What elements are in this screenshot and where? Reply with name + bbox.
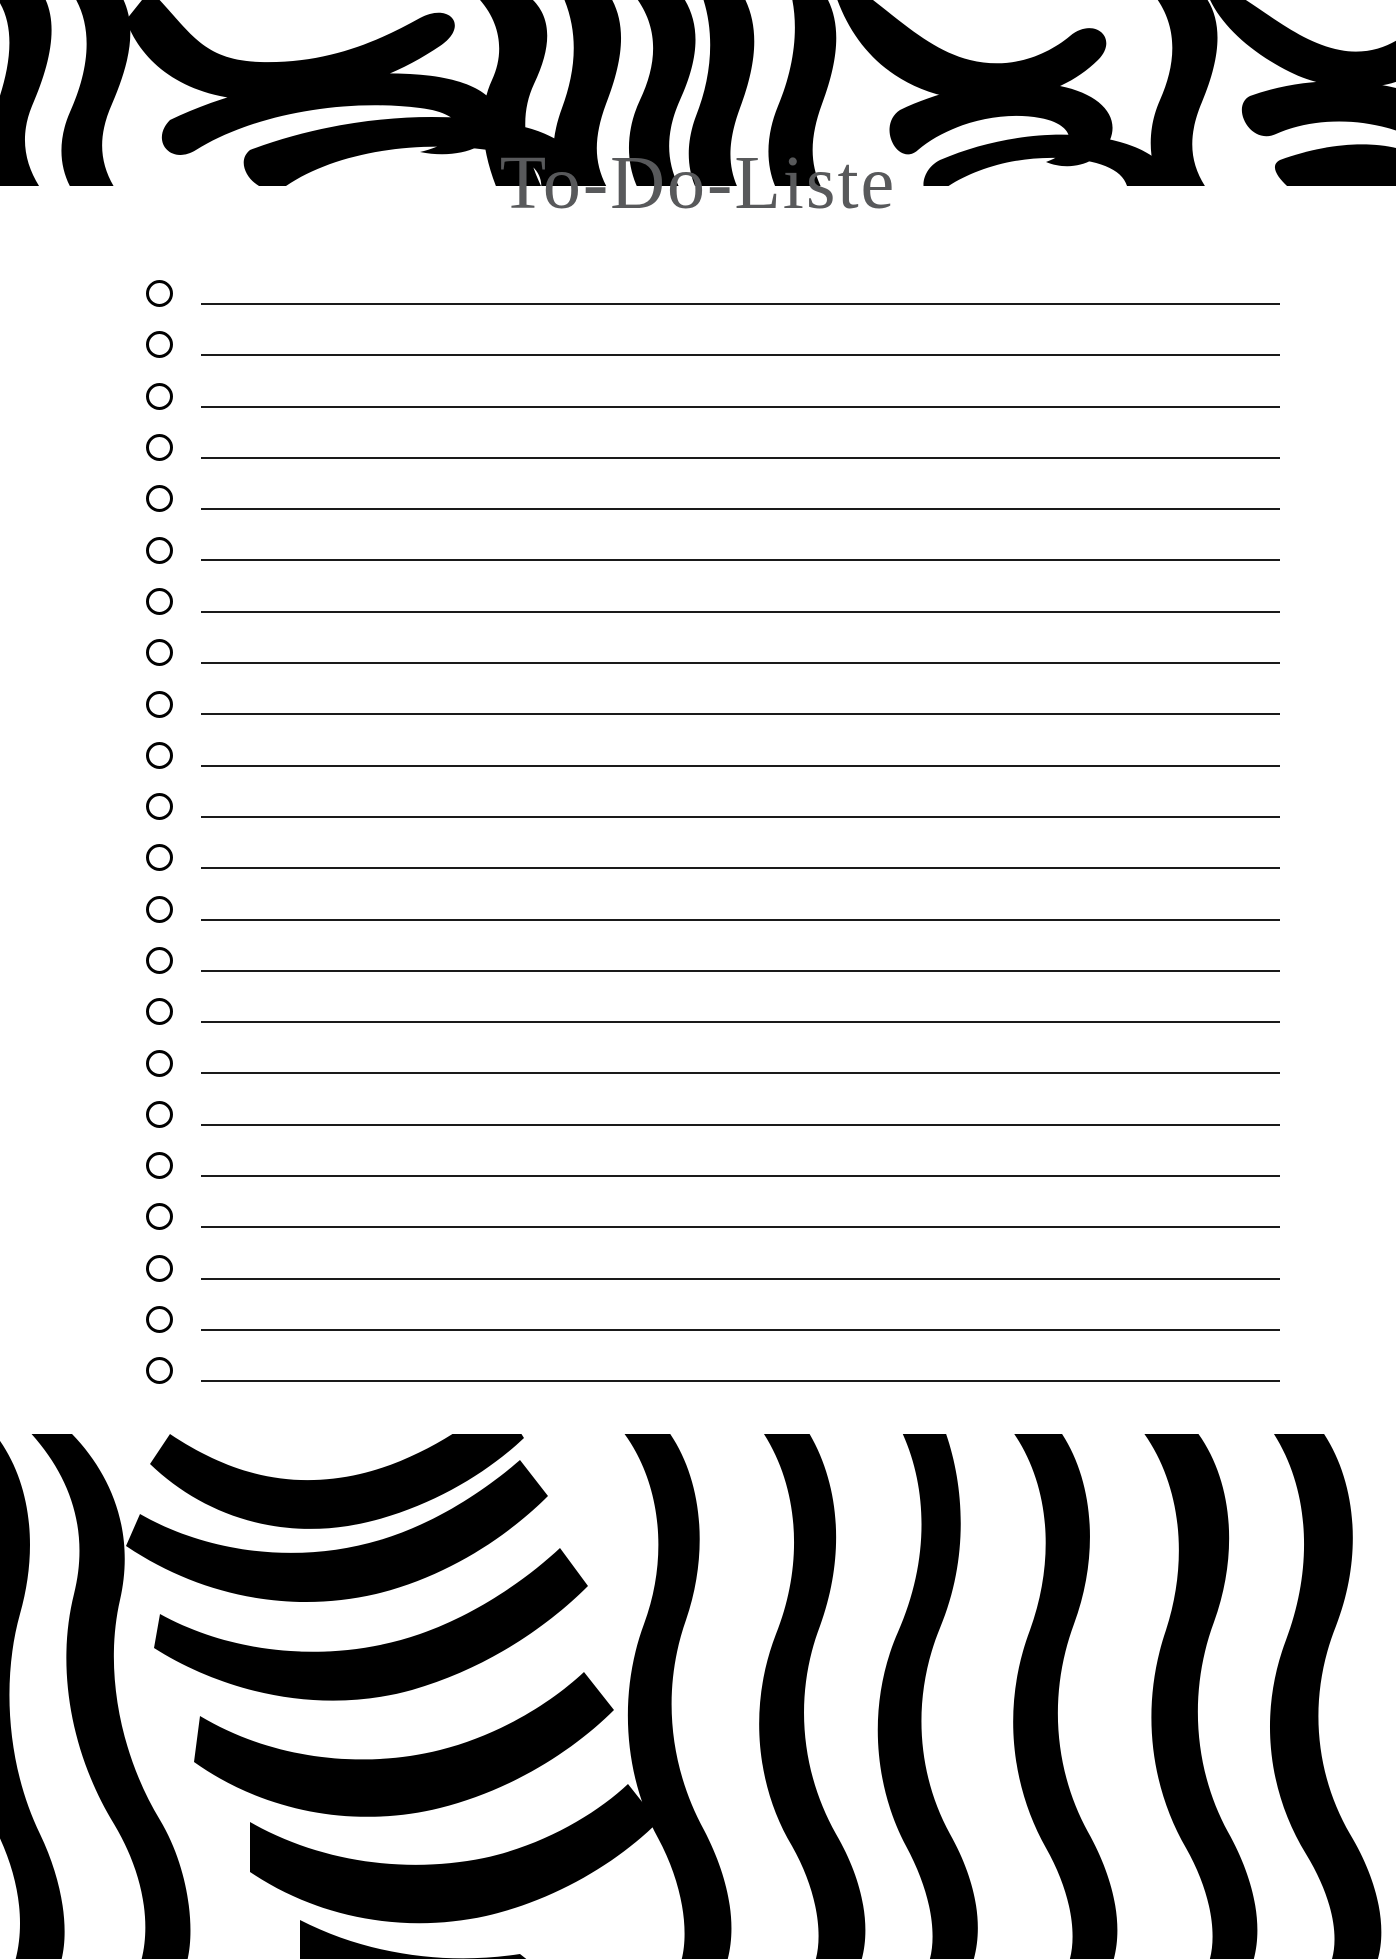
checkbox-circle-icon[interactable]: [146, 947, 173, 974]
write-line[interactable]: [201, 354, 1280, 356]
write-line[interactable]: [201, 406, 1280, 408]
list-item[interactable]: [0, 576, 1396, 627]
list-item[interactable]: [0, 1243, 1396, 1294]
checkbox-circle-icon[interactable]: [146, 434, 173, 461]
list-item[interactable]: [0, 1345, 1396, 1396]
checkbox-circle-icon[interactable]: [146, 1357, 173, 1384]
list-item[interactable]: [0, 1294, 1396, 1345]
write-line[interactable]: [201, 1278, 1280, 1280]
write-line[interactable]: [201, 970, 1280, 972]
list-item[interactable]: [0, 524, 1396, 575]
write-line[interactable]: [201, 611, 1280, 613]
bottom-pattern-band: [0, 1434, 1396, 1959]
write-line[interactable]: [201, 1124, 1280, 1126]
checkbox-circle-icon[interactable]: [146, 639, 173, 666]
write-line[interactable]: [201, 662, 1280, 664]
write-line[interactable]: [201, 919, 1280, 921]
list-item[interactable]: [0, 422, 1396, 473]
checkbox-circle-icon[interactable]: [146, 1101, 173, 1128]
write-line[interactable]: [201, 1329, 1280, 1331]
list-item[interactable]: [0, 781, 1396, 832]
checkbox-circle-icon[interactable]: [146, 896, 173, 923]
list-item[interactable]: [0, 371, 1396, 422]
write-line[interactable]: [201, 867, 1280, 869]
list-item[interactable]: [0, 986, 1396, 1037]
list-item[interactable]: [0, 884, 1396, 935]
checkbox-circle-icon[interactable]: [146, 844, 173, 871]
checkbox-circle-icon[interactable]: [146, 383, 173, 410]
list-item[interactable]: [0, 832, 1396, 883]
write-line[interactable]: [201, 765, 1280, 767]
write-line[interactable]: [201, 1072, 1280, 1074]
checkbox-circle-icon[interactable]: [146, 1203, 173, 1230]
write-line[interactable]: [201, 1226, 1280, 1228]
page-title: To-Do-Liste: [499, 141, 897, 225]
write-line[interactable]: [201, 713, 1280, 715]
checkbox-circle-icon[interactable]: [146, 588, 173, 615]
list-item[interactable]: [0, 473, 1396, 524]
list-item[interactable]: [0, 678, 1396, 729]
checkbox-circle-icon[interactable]: [146, 742, 173, 769]
checkbox-circle-icon[interactable]: [146, 998, 173, 1025]
write-line[interactable]: [201, 1175, 1280, 1177]
checkbox-circle-icon[interactable]: [146, 691, 173, 718]
write-line[interactable]: [201, 457, 1280, 459]
list-item[interactable]: [0, 730, 1396, 781]
list-item[interactable]: [0, 1037, 1396, 1088]
checkbox-circle-icon[interactable]: [146, 793, 173, 820]
checkbox-circle-icon[interactable]: [146, 1306, 173, 1333]
todo-rows: [0, 268, 1396, 1397]
list-item[interactable]: [0, 319, 1396, 370]
list-item[interactable]: [0, 1140, 1396, 1191]
checkbox-circle-icon[interactable]: [146, 1050, 173, 1077]
list-item[interactable]: [0, 935, 1396, 986]
list-item[interactable]: [0, 1089, 1396, 1140]
write-line[interactable]: [201, 1380, 1280, 1382]
checkbox-circle-icon[interactable]: [146, 537, 173, 564]
write-line[interactable]: [201, 508, 1280, 510]
write-line[interactable]: [201, 1021, 1280, 1023]
write-line[interactable]: [201, 559, 1280, 561]
list-item[interactable]: [0, 268, 1396, 319]
checkbox-circle-icon[interactable]: [146, 331, 173, 358]
checkbox-circle-icon[interactable]: [146, 485, 173, 512]
checkbox-circle-icon[interactable]: [146, 1255, 173, 1282]
checkbox-circle-icon[interactable]: [146, 1152, 173, 1179]
list-item[interactable]: [0, 627, 1396, 678]
checkbox-circle-icon[interactable]: [146, 280, 173, 307]
list-item[interactable]: [0, 1191, 1396, 1242]
write-line[interactable]: [201, 816, 1280, 818]
write-line[interactable]: [201, 303, 1280, 305]
